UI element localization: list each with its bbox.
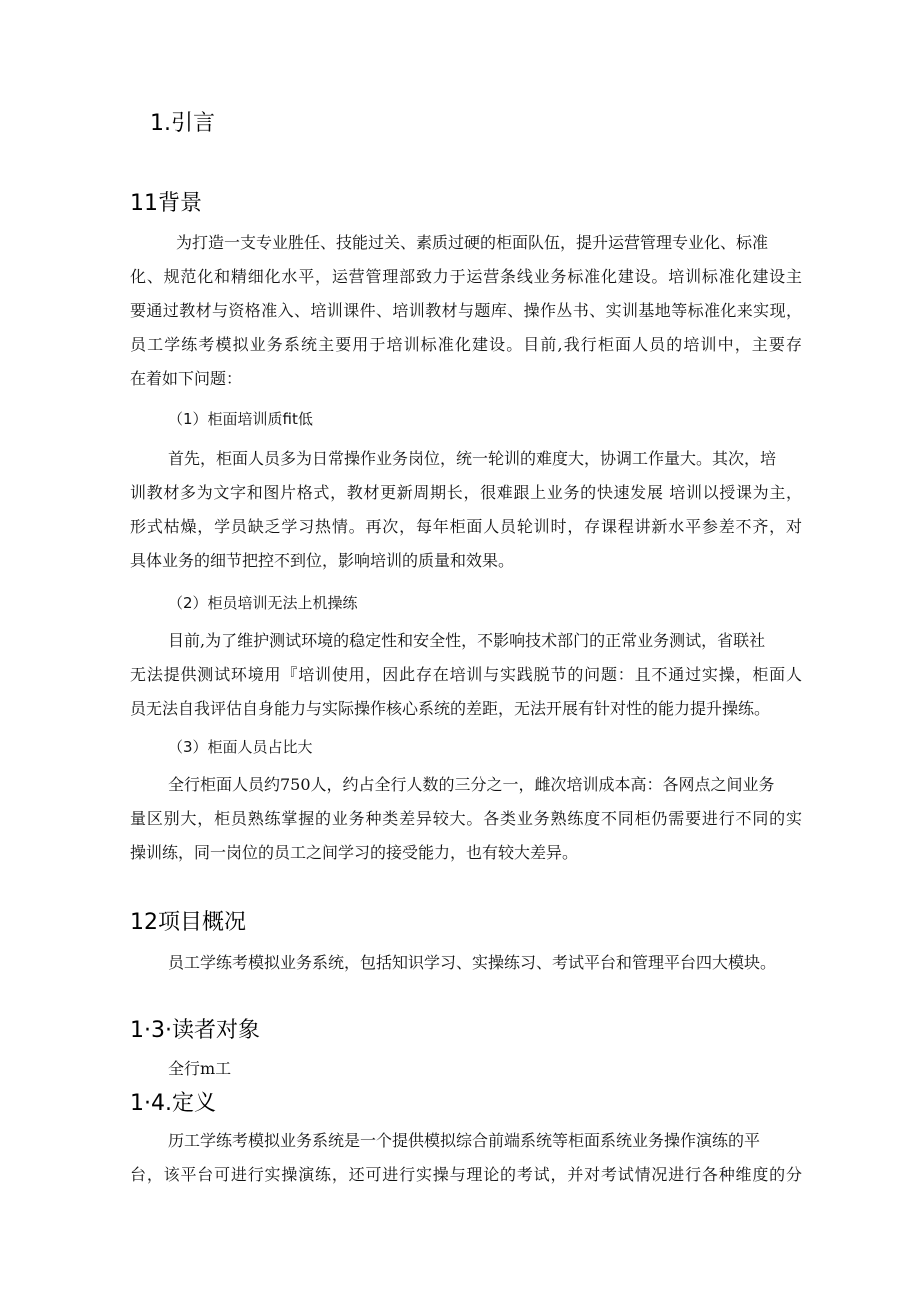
paragraph-line: 为打造一支专业胜任、技能过关、素质过硬的柜面队伍，提升运营管理专业化、标准	[176, 233, 769, 252]
section-heading-project-overview: 12项目概况	[130, 910, 246, 935]
paragraph-line: 训教材多为文字和图片格式，教材更新周期长，很难跟上业务的快速发展 培训以授课为主，	[130, 483, 802, 502]
paragraph-line: 全行柜面人员约750人，约占全行人数的三分之一，雌次培训成本高：各网点之间业务	[168, 775, 775, 794]
paragraph-line: 量区别大，柜员熟练掌握的业务种类差异较大。各类业务熟练度不同柜仍需要进行不同的实	[130, 809, 802, 828]
section-heading-audience: 1·3·读者对象	[130, 1018, 260, 1043]
paragraph-line: 操训练，同一岗位的员工之间学习的接受能力，也有较大差异。	[130, 843, 579, 862]
paragraph-line: 无法提供测试环境用『培训使用，因此存在培训与实践脱节的问题：且不通过实操，柜面人	[130, 665, 802, 684]
paragraph-line: 台，该平台可进行实操演练，还可进行实操与理论的考试，并对考试情况进行各种维度的分	[130, 1165, 802, 1184]
paragraph-line: 具体业务的细节把控不到位，影响培训的质量和效果。	[130, 551, 515, 570]
paragraph-line: 首先，柜面人员多为日常操作业务岗位，统一轮训的难度大，协调工作量大。其次，培	[168, 449, 777, 468]
paragraph-line: 历工学练考模拟业务系统是一个提供模拟综合前端系统等柜面系统业务操作演练的平	[168, 1131, 761, 1150]
issue-title: （3）柜面人员占比大	[168, 738, 313, 756]
paragraph-line: 形式枯燥，学员缺乏学习热情。再次，每年柜面人员轮训时，存课程讲新水平参差不齐，对	[130, 517, 802, 536]
paragraph-line: 要通过教材与资格准入、培训课件、培训教材与题库、操作丛书、实训基地等标准化来实现，	[130, 301, 802, 320]
issue-title: （2）柜员培训无法上机操练	[168, 594, 358, 612]
paragraph-line: 化、规范化和精细化水平，运营管理部致力于运营条线业务标准化建设。培训标准化建设主	[130, 267, 802, 286]
paragraph-line: 员工学练考模拟业务系统，包括知识学习、实操练习、考试平台和管理平台四大模块。	[168, 953, 777, 972]
section-heading-definition: 1·4.定义	[130, 1091, 216, 1116]
paragraph-line: 在着如下问题：	[130, 369, 243, 388]
paragraph-line: 员工学练考模拟业务系统主要用于培训标准化建设。目前,我行柜面人员的培训中，主要存	[130, 335, 802, 354]
section-heading-introduction: 1.引言	[150, 111, 215, 136]
section-heading-background: 11背景	[130, 191, 202, 216]
paragraph-line: 员无法自我评估自身能力与实际操作核心系统的差距，无法开展有针对性的能力提升操练。	[130, 699, 771, 718]
issue-title: （1）柜面培训质fit低	[168, 410, 313, 428]
paragraph-line: 目前,为了维护测试环境的稳定性和安全性，不影响技术部门的正常业务测试，省联社	[168, 631, 766, 650]
paragraph-line: 全行m工	[168, 1059, 232, 1078]
